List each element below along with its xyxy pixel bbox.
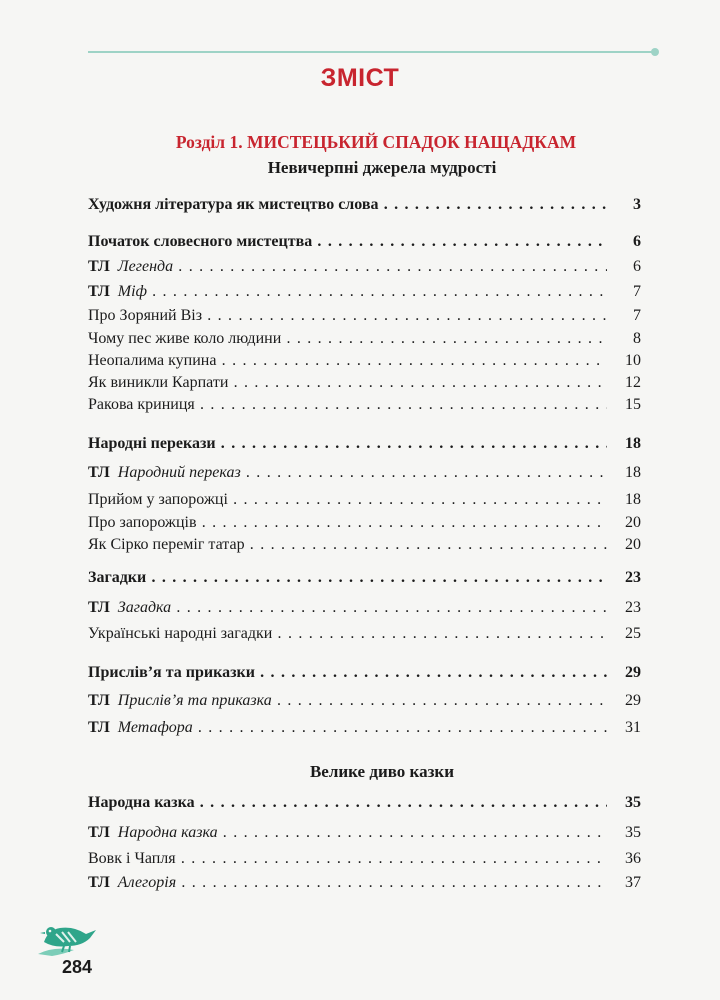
toc-page-number: 18: [625, 464, 641, 481]
toc-entry-term[interactable]: [88, 822, 641, 844]
toc-page-number: 36: [625, 850, 641, 867]
toc-entry[interactable]: [88, 194, 641, 216]
toc-page-number: 20: [625, 514, 641, 531]
literary-term: Легенда: [117, 258, 174, 275]
toc-entry-title: Початок словесного мистецтва . . .: [88, 231, 607, 253]
toc-entry-title: Чому пес живе коло людини . . .: [88, 328, 607, 350]
toc-page-number: 18: [625, 435, 641, 452]
toc-entry-term[interactable]: [88, 462, 641, 484]
subheading-fairy-tale: Велике диво казки: [309, 762, 455, 781]
toc-entry-term[interactable]: [88, 281, 641, 303]
tl-prefix: ТЛ: [88, 692, 110, 709]
toc-page-number: 23: [625, 599, 641, 616]
toc-page-number: 6: [633, 233, 641, 250]
tl-prefix: ТЛ: [88, 599, 110, 616]
toc-entry-title: Загадки . . .: [88, 567, 607, 589]
toc-entry-term[interactable]: [88, 690, 641, 712]
toc-page-number: 31: [625, 719, 641, 736]
toc-page-number: 3: [633, 196, 641, 213]
tl-prefix: ТЛ: [88, 283, 110, 300]
subheading-wisdom: Невичерпні джерела мудрості: [267, 158, 497, 177]
literary-term: Алегорія: [117, 874, 177, 891]
toc-entry[interactable]: [88, 433, 641, 455]
toc-entry[interactable]: [88, 623, 641, 645]
toc-entry[interactable]: [88, 372, 641, 394]
toc-entry-title: Ракова криниця . . .: [88, 394, 607, 416]
toc-entry-title: Народні перекази . . .: [88, 433, 607, 455]
toc-entry[interactable]: [88, 792, 641, 814]
toc-entry[interactable]: [88, 328, 641, 350]
toc-page-number: 6: [633, 258, 641, 275]
tl-prefix: ТЛ: [88, 824, 110, 841]
toc-entry-title: Про запорожців . . .: [88, 512, 607, 534]
toc-entry-title: Неопалима купина . . .: [88, 350, 607, 372]
toc-page-number: 18: [625, 491, 641, 508]
toc-entry-title: Про Зоряний Віз . . .: [88, 305, 607, 327]
toc-page-number: 29: [625, 664, 641, 681]
toc-entry[interactable]: [88, 305, 641, 327]
top-rule-end-dot: [651, 48, 659, 56]
toc-entry-title: Прислів’я та приказки . . .: [88, 662, 607, 684]
literary-term: Загадка: [117, 599, 172, 616]
toc-entry-term[interactable]: [88, 256, 641, 278]
tl-prefix: ТЛ: [88, 258, 110, 275]
toc-entry[interactable]: [88, 394, 641, 416]
toc-entry[interactable]: [88, 662, 641, 684]
toc-page-number: 29: [625, 692, 641, 709]
toc-entry-title: Вовк і Чапля . . .: [88, 848, 607, 870]
toc-entry[interactable]: [88, 489, 641, 511]
toc-entry[interactable]: [88, 534, 641, 556]
top-rule: [88, 51, 656, 53]
toc-page-number: 10: [625, 352, 641, 369]
tl-prefix: ТЛ: [88, 464, 110, 481]
page-number: 284: [62, 957, 93, 977]
toc-entry[interactable]: [88, 231, 641, 253]
toc-entry-title: Як виникли Карпати . . .: [88, 372, 607, 394]
section-heading: Розділ 1. МИСТЕЦЬКИЙ СПАДОК НАЩАДКАМ: [175, 132, 577, 152]
literary-term: Метафора: [117, 719, 193, 736]
toc-page-number: 23: [625, 569, 641, 586]
toc-entry-title: Художня література як мистецтво слова . . .: [88, 194, 607, 216]
literary-term: Прислів’я та приказка: [117, 692, 272, 709]
toc-page-number: 7: [633, 283, 641, 300]
toc-entry-title: Народна казка . . .: [88, 792, 607, 814]
toc-page-number: 8: [633, 330, 641, 347]
toc-page-number: 12: [625, 374, 641, 391]
toc-page-number: 37: [625, 874, 641, 891]
toc-entry-title: Українські народні загадки . . .: [88, 623, 607, 645]
toc-entry-term[interactable]: [88, 717, 641, 739]
toc-entry-title: Прийом у запорожці . . .: [88, 489, 607, 511]
tl-prefix: ТЛ: [88, 719, 110, 736]
literary-term: Народний переказ: [117, 464, 241, 481]
toc-page-number: 15: [625, 396, 641, 413]
toc-page-number: 20: [625, 536, 641, 553]
literary-term: Народна казка: [117, 824, 218, 841]
tl-prefix: ТЛ: [88, 874, 110, 891]
toc-entry-term[interactable]: [88, 872, 641, 894]
toc-entry-term[interactable]: [88, 597, 641, 619]
toc-page-number: 25: [625, 625, 641, 642]
toc-entry[interactable]: [88, 350, 641, 372]
toc-page-number: 35: [625, 794, 641, 811]
toc-entry[interactable]: [88, 512, 641, 534]
toc-entry[interactable]: [88, 567, 641, 589]
toc-entry[interactable]: [88, 848, 641, 870]
bird-ornament-icon: [34, 912, 104, 960]
literary-term: Міф: [117, 283, 147, 300]
toc-entry-title: Як Сірко переміг татар . . .: [88, 534, 607, 556]
toc-page-number: 7: [633, 307, 641, 324]
toc-page-number: 35: [625, 824, 641, 841]
page-title: ЗМІСТ: [320, 64, 400, 92]
